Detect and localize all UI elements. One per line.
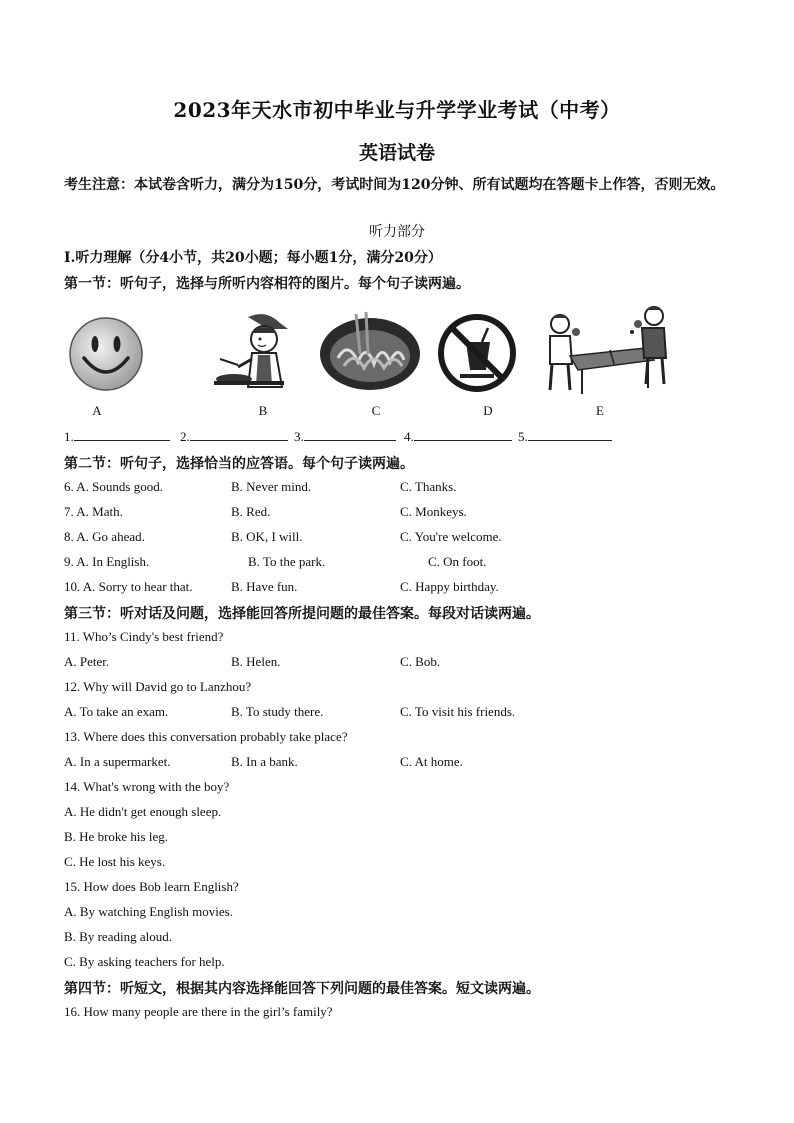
option-b[interactable]: B. To study there. [231,704,324,719]
option-c[interactable]: C. At home. [400,754,463,769]
s3-heading: 第三节：听对话及问题，选择能回答所提问题的最佳答案。每段对话读两遍。 [64,606,540,622]
option-c[interactable]: C. You're welcome. [400,529,502,544]
option-a[interactable]: 8. A. Go ahead. [64,529,145,544]
s1-heading: 第一节：听句子，选择与所听内容相符的图片。每个句子读两遍。 [64,276,470,292]
option-c[interactable]: C. He lost his keys. [64,854,166,869]
option-a[interactable]: A. He didn't get enough sleep. [64,804,222,819]
picture-label-d: D [483,403,493,418]
option-b[interactable]: B. Red. [231,504,271,519]
table-tennis-icon [542,304,672,396]
option-b[interactable]: B. He broke his leg. [64,829,168,844]
s4-heading: 第四节：听短文，根据其内容选择能回答下列问题的最佳答案。短文读两遍。 [64,981,540,997]
option-b[interactable]: B. By reading aloud. [64,929,172,944]
answer-blank-5[interactable]: 5. [518,428,612,445]
picture-label-c: C [371,403,381,418]
option-c[interactable]: C. Thanks. [400,479,457,494]
option-a[interactable]: A. To take an exam. [64,704,169,719]
listening-part-title: 听力部分 [369,224,425,240]
s2-heading: 第二节：听句子，选择恰当的应答语。每个句子读两遍。 [64,456,414,472]
picture-label-e: E [596,403,604,418]
picture-label-b: B [258,403,268,418]
question-14: 14. What's wrong with the boy? [64,779,230,794]
option-b[interactable]: B. Helen. [231,654,281,669]
option-c[interactable]: C. Monkeys. [400,504,467,519]
option-c[interactable]: C. Bob. [400,654,441,669]
option-a[interactable]: 6. A. Sounds good. [64,479,163,494]
option-b[interactable]: B. OK, I will. [231,529,303,544]
option-b[interactable]: B. In a bank. [231,754,298,769]
option-b[interactable]: B. Never mind. [231,479,312,494]
no-drinks-icon [436,312,518,394]
option-c[interactable]: C. On foot. [428,554,487,569]
smiley-face-icon [66,314,146,394]
section-heading: Ⅰ.听力理解（分4小节，共20小题；每小题1分，满分20分） [64,250,442,266]
answer-blank-2[interactable]: 2. [180,428,288,445]
picture-label-a: A [92,403,102,418]
option-b[interactable]: B. To the park. [248,554,326,569]
option-c[interactable]: C. Happy birthday. [400,579,499,594]
question-12: 12. Why will David go to Lanzhou? [64,679,252,694]
question-15: 15. How does Bob learn English? [64,879,239,894]
page-title: 2023年天水市初中毕业与升学学业考试（中考） [173,98,621,122]
option-b[interactable]: B. Have fun. [231,579,298,594]
option-a[interactable]: 9. A. In English. [64,554,150,569]
option-a[interactable]: A. In a supermarket. [64,754,171,769]
paper-subtitle: 英语试卷 [358,142,435,164]
answer-blank-1[interactable]: 1. [64,428,170,445]
answer-blank-4[interactable]: 4. [404,428,512,445]
option-a[interactable]: A. Peter. [64,654,110,669]
answer-blank-3[interactable]: 3. [294,428,396,445]
noodles-bowl-icon [318,310,422,394]
option-c[interactable]: C. By asking teachers for help. [64,954,225,969]
option-c[interactable]: C. To visit his friends. [400,704,516,719]
question-13: 13. Where does this conversation probably take place? [64,729,348,744]
girl-cooking-icon [208,307,294,393]
option-a[interactable]: A. By watching English movies. [64,904,233,919]
picture-row [0,302,794,402]
question-16: 16. How many people are there in the girl’s family? [64,1004,333,1019]
option-a[interactable]: 7. A. Math. [64,504,123,519]
candidate-notice: 考生注意：本试卷含听力，满分为150分，考试时间为120分钟、所有试题均在答题卡上作答，否则无效。 [64,177,725,193]
option-a[interactable]: 10. A. Sorry to hear that. [64,579,193,594]
question-11: 11. Who’s Cindy's best friend? [64,629,224,644]
